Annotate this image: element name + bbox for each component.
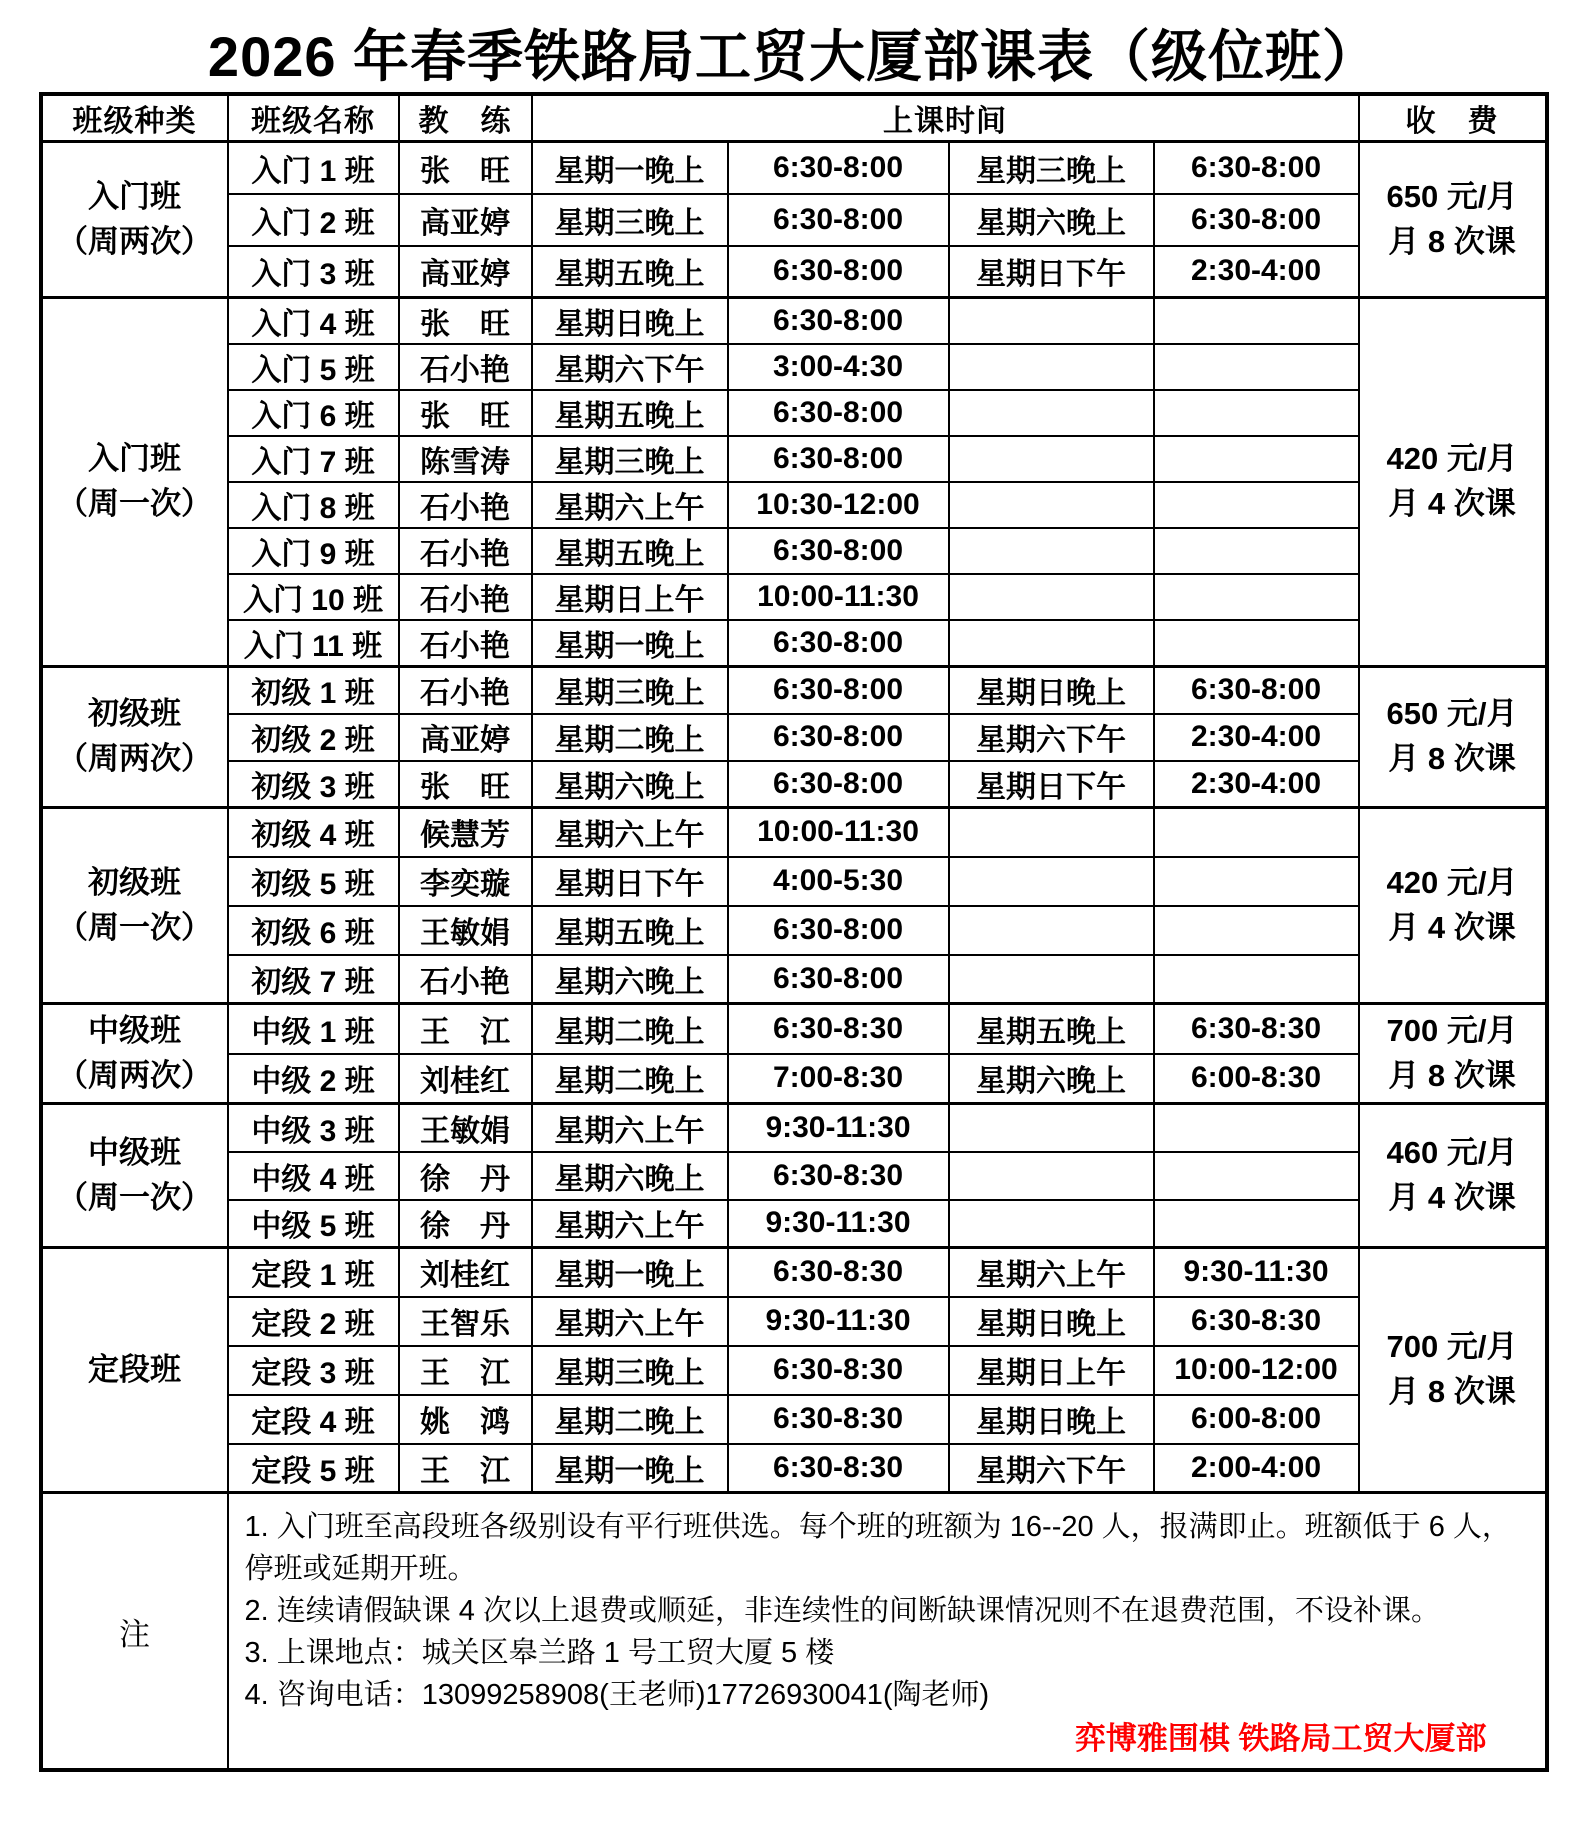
class-name-cell: 入门 11 班 [228, 620, 399, 667]
session1-time-cell: 6:30-8:00 [728, 667, 949, 714]
class-name-cell: 初级 6 班 [228, 906, 399, 955]
session2-day-cell [949, 298, 1154, 345]
class-type-line: （周一次） [57, 1179, 212, 1215]
session2-day-cell [949, 808, 1154, 857]
schedule-row [41, 298, 1547, 345]
session2-day-cell: 星期六下午 [949, 1444, 1154, 1493]
column-header-class-name: 班级名称 [228, 94, 399, 142]
fee-line: 月 8 次课 [1388, 1057, 1516, 1093]
signature-red-text: 弈博雅围棋 铁路局工贸大厦部 [1074, 1721, 1487, 1756]
schedule-row [41, 1248, 1547, 1297]
class-name-cell: 入门 5 班 [228, 344, 399, 390]
note-line: 1. 入门班至高段班各级别设有平行班供选。每个班的班额为 16--20 人，报满即止。班额低于 6 人，停班或延期开班。 [244, 1511, 1511, 1585]
fee-line: 420 元/月 [1386, 441, 1518, 477]
column-header-coach: 教 练 [399, 94, 532, 142]
class-type-line: （周一次） [57, 486, 212, 521]
session2-time-cell: 6:30-8:00 [1154, 667, 1359, 714]
schedule-row [41, 1200, 1547, 1248]
session2-time-cell [1154, 955, 1359, 1004]
schedule-row [41, 1346, 1547, 1395]
class-type-line: 入门班 [88, 441, 181, 477]
class-name-cell: 入门 8 班 [228, 482, 399, 528]
coach-name-cell: 张 旺 [399, 390, 532, 436]
class-name-cell: 入门 4 班 [228, 298, 399, 345]
schedule-row [41, 1054, 1547, 1104]
session2-day-cell [949, 906, 1154, 955]
schedule-row [41, 808, 1547, 857]
session1-time-cell: 7:00-8:30 [728, 1054, 949, 1104]
notes-label: 注 [41, 1493, 228, 1771]
session2-time-cell [1154, 1104, 1359, 1152]
class-type-line: 定段班 [88, 1351, 181, 1387]
class-name-cell: 定段 3 班 [228, 1346, 399, 1395]
session1-time-cell: 6:30-8:30 [728, 1346, 949, 1395]
coach-name-cell: 石小艳 [399, 667, 532, 714]
schedule-row [41, 955, 1547, 1004]
session1-time-cell: 10:00-11:30 [728, 808, 949, 857]
fee-line: 650 元/月 [1386, 178, 1518, 214]
session1-time-cell: 9:30-11:30 [728, 1200, 949, 1248]
class-type-line: （周两次） [57, 223, 212, 259]
class-name-cell: 初级 2 班 [228, 714, 399, 761]
session1-day-cell: 星期一晚上 [532, 620, 728, 667]
session2-time-cell: 2:30-4:00 [1154, 714, 1359, 761]
class-name-cell: 初级 7 班 [228, 955, 399, 1004]
fee-line: 月 4 次课 [1388, 1179, 1516, 1215]
session1-time-cell: 6:30-8:00 [728, 142, 949, 194]
schedule-row [41, 1395, 1547, 1444]
fee-line: 700 元/月 [1386, 1012, 1518, 1048]
class-name-cell: 初级 5 班 [228, 857, 399, 906]
coach-name-cell: 王 江 [399, 1346, 532, 1395]
session2-time-cell: 6:30-8:00 [1154, 194, 1359, 246]
class-type-line: （周两次） [57, 741, 212, 776]
session1-day-cell: 星期日晚上 [532, 298, 728, 345]
coach-name-cell: 候慧芳 [399, 808, 532, 857]
session2-time-cell [1154, 1200, 1359, 1248]
session1-day-cell: 星期五晚上 [532, 246, 728, 298]
coach-name-cell: 石小艳 [399, 344, 532, 390]
class-type-line: 初级班 [88, 696, 181, 732]
coach-name-cell: 徐 丹 [399, 1200, 532, 1248]
coach-name-cell: 刘桂红 [399, 1248, 532, 1297]
session2-time-cell: 6:30-8:30 [1154, 1297, 1359, 1346]
session1-day-cell: 星期三晚上 [532, 194, 728, 246]
fee-line: 月 4 次课 [1388, 486, 1516, 521]
coach-name-cell: 高亚婷 [399, 246, 532, 298]
coach-name-cell: 陈雪涛 [399, 436, 532, 482]
coach-name-cell: 石小艳 [399, 574, 532, 620]
session1-time-cell: 6:30-8:00 [728, 714, 949, 761]
session2-time-cell: 9:30-11:30 [1154, 1248, 1359, 1297]
coach-name-cell: 姚 鸿 [399, 1395, 532, 1444]
session2-time-cell [1154, 344, 1359, 390]
session1-day-cell: 星期六晚上 [532, 761, 728, 808]
session2-day-cell [949, 857, 1154, 906]
session1-time-cell: 6:30-8:00 [728, 194, 949, 246]
fee-cell [1359, 298, 1547, 667]
coach-name-cell: 石小艳 [399, 528, 532, 574]
session1-day-cell: 星期一晚上 [532, 142, 728, 194]
note-line: 2. 连续请假缺课 4 次以上退费或顺延，非连续性的间断缺课情况则不在退费范围，不设补课。 [244, 1595, 1440, 1627]
schedule-row [41, 194, 1547, 246]
schedule-row [41, 906, 1547, 955]
class-type-cell [41, 142, 228, 298]
fee-line: 460 元/月 [1386, 1134, 1518, 1170]
session2-time-cell: 6:00-8:00 [1154, 1395, 1359, 1444]
coach-name-cell: 石小艳 [399, 482, 532, 528]
session1-time-cell: 9:30-11:30 [728, 1297, 949, 1346]
class-type-line: 中级班 [88, 1134, 181, 1170]
class-name-cell: 入门 10 班 [228, 574, 399, 620]
session2-day-cell [949, 1152, 1154, 1200]
coach-name-cell: 王智乐 [399, 1297, 532, 1346]
schedule-row [41, 574, 1547, 620]
class-name-cell: 定段 4 班 [228, 1395, 399, 1444]
coach-name-cell: 高亚婷 [399, 194, 532, 246]
class-name-cell: 定段 5 班 [228, 1444, 399, 1493]
session2-time-cell [1154, 620, 1359, 667]
class-type-cell [41, 1004, 228, 1104]
class-type-cell [41, 1104, 228, 1248]
session1-time-cell: 6:30-8:00 [728, 906, 949, 955]
class-name-cell: 中级 4 班 [228, 1152, 399, 1200]
schedule-table [39, 92, 1549, 1772]
coach-name-cell: 张 旺 [399, 298, 532, 345]
schedule-row [41, 714, 1547, 761]
column-header-class-type: 班级种类 [41, 94, 228, 142]
fee-line: 月 8 次课 [1388, 741, 1516, 776]
session1-time-cell: 6:30-8:30 [728, 1004, 949, 1054]
session2-day-cell [949, 482, 1154, 528]
coach-name-cell: 高亚婷 [399, 714, 532, 761]
session1-time-cell: 3:00-4:30 [728, 344, 949, 390]
schedule-table-body [41, 142, 1547, 1771]
session2-time-cell [1154, 298, 1359, 345]
session2-day-cell: 星期日晚上 [949, 1297, 1154, 1346]
session1-day-cell: 星期二晚上 [532, 1004, 728, 1054]
schedule-row [41, 142, 1547, 194]
class-name-cell: 定段 1 班 [228, 1248, 399, 1297]
session1-day-cell: 星期三晚上 [532, 1346, 728, 1395]
schedule-row [41, 761, 1547, 808]
coach-name-cell: 王敏娟 [399, 906, 532, 955]
session2-time-cell: 6:30-8:00 [1154, 142, 1359, 194]
session1-day-cell: 星期二晚上 [532, 1395, 728, 1444]
class-name-cell: 入门 2 班 [228, 194, 399, 246]
session2-time-cell: 2:30-4:00 [1154, 761, 1359, 808]
session2-time-cell [1154, 390, 1359, 436]
session2-time-cell: 6:30-8:30 [1154, 1004, 1359, 1054]
class-type-line: 初级班 [88, 864, 181, 900]
fee-line: 700 元/月 [1386, 1329, 1518, 1365]
session2-time-cell [1154, 906, 1359, 955]
session1-day-cell: 星期六上午 [532, 1297, 728, 1346]
schedule-row [41, 1152, 1547, 1200]
class-type-line: 中级班 [88, 1012, 181, 1048]
session2-day-cell: 星期五晚上 [949, 1004, 1154, 1054]
session2-day-cell [949, 1200, 1154, 1248]
coach-name-cell: 徐 丹 [399, 1152, 532, 1200]
note-line: 3. 上课地点：城关区皋兰路 1 号工贸大厦 5 楼 [244, 1637, 835, 1669]
session1-time-cell: 6:30-8:00 [728, 620, 949, 667]
schedule-row [41, 436, 1547, 482]
notes-content [228, 1493, 1547, 1771]
session2-day-cell: 星期六晚上 [949, 194, 1154, 246]
session1-day-cell: 星期六上午 [532, 1104, 728, 1152]
class-name-cell: 初级 1 班 [228, 667, 399, 714]
session1-day-cell: 星期一晚上 [532, 1444, 728, 1493]
session2-day-cell [949, 620, 1154, 667]
session1-day-cell: 星期日上午 [532, 574, 728, 620]
session2-time-cell [1154, 574, 1359, 620]
class-name-cell: 入门 9 班 [228, 528, 399, 574]
coach-name-cell: 王敏娟 [399, 1104, 532, 1152]
fee-cell [1359, 667, 1547, 808]
class-name-cell: 入门 3 班 [228, 246, 399, 298]
session2-day-cell [949, 955, 1154, 1004]
schedule-row [41, 528, 1547, 574]
session1-day-cell: 星期三晚上 [532, 436, 728, 482]
session1-day-cell: 星期一晚上 [532, 1248, 728, 1297]
class-name-cell: 入门 6 班 [228, 390, 399, 436]
session2-day-cell [949, 344, 1154, 390]
session1-day-cell: 星期二晚上 [532, 1054, 728, 1104]
class-type-line: （周一次） [57, 909, 212, 945]
schedule-row [41, 857, 1547, 906]
session1-day-cell: 星期五晚上 [532, 528, 728, 574]
session1-day-cell: 星期六晚上 [532, 955, 728, 1004]
session2-day-cell: 星期日晚上 [949, 1395, 1154, 1444]
class-name-cell: 中级 2 班 [228, 1054, 399, 1104]
session1-time-cell: 6:30-8:00 [728, 298, 949, 345]
session2-time-cell [1154, 528, 1359, 574]
fee-line: 420 元/月 [1386, 864, 1518, 900]
schedule-row [41, 344, 1547, 390]
session1-day-cell: 星期三晚上 [532, 667, 728, 714]
class-name-cell: 中级 3 班 [228, 1104, 399, 1152]
session2-day-cell: 星期日晚上 [949, 667, 1154, 714]
session2-time-cell [1154, 1152, 1359, 1200]
class-name-cell: 初级 3 班 [228, 761, 399, 808]
session1-day-cell: 星期六晚上 [532, 1152, 728, 1200]
header-row [41, 94, 1547, 142]
page-title: 2026 年春季铁路局工贸大厦部课表（级位班） [207, 25, 1380, 88]
session1-day-cell: 星期五晚上 [532, 906, 728, 955]
session2-time-cell [1154, 808, 1359, 857]
coach-name-cell: 李奕璇 [399, 857, 532, 906]
session2-time-cell: 2:00-4:00 [1154, 1444, 1359, 1493]
coach-name-cell: 石小艳 [399, 955, 532, 1004]
class-name-cell: 定段 2 班 [228, 1297, 399, 1346]
session2-time-cell [1154, 857, 1359, 906]
class-type-cell [41, 667, 228, 808]
column-header-class-time: 上课时间 [532, 94, 1359, 142]
column-header-fee: 收 费 [1359, 94, 1547, 142]
session2-time-cell: 2:30-4:00 [1154, 246, 1359, 298]
class-name-cell: 中级 1 班 [228, 1004, 399, 1054]
fee-line: 月 8 次课 [1388, 223, 1516, 259]
session1-day-cell: 星期日下午 [532, 857, 728, 906]
session2-day-cell: 星期三晚上 [949, 142, 1154, 194]
coach-name-cell: 王 江 [399, 1004, 532, 1054]
class-type-cell [41, 808, 228, 1004]
session1-time-cell: 6:30-8:00 [728, 761, 949, 808]
class-type-line: 入门班 [88, 178, 181, 214]
session2-day-cell: 星期六下午 [949, 714, 1154, 761]
coach-name-cell: 石小艳 [399, 620, 532, 667]
session1-time-cell: 6:30-8:00 [728, 528, 949, 574]
schedule-row [41, 246, 1547, 298]
fee-cell [1359, 1004, 1547, 1104]
class-type-line: （周两次） [57, 1057, 212, 1093]
session2-day-cell: 星期日上午 [949, 1346, 1154, 1395]
session1-day-cell: 星期六上午 [532, 482, 728, 528]
schedule-row [41, 1444, 1547, 1493]
class-name-cell: 初级 4 班 [228, 808, 399, 857]
session1-time-cell: 6:30-8:00 [728, 246, 949, 298]
session2-day-cell: 星期六晚上 [949, 1054, 1154, 1104]
session1-time-cell: 10:30-12:00 [728, 482, 949, 528]
class-name-cell: 入门 1 班 [228, 142, 399, 194]
session1-time-cell: 9:30-11:30 [728, 1104, 949, 1152]
session2-day-cell: 星期日下午 [949, 761, 1154, 808]
session2-day-cell: 星期六上午 [949, 1248, 1154, 1297]
session1-day-cell: 星期五晚上 [532, 390, 728, 436]
session2-day-cell [949, 528, 1154, 574]
session1-day-cell: 星期六上午 [532, 1200, 728, 1248]
session1-time-cell: 6:30-8:00 [728, 436, 949, 482]
notes-row [41, 1493, 1547, 1771]
fee-line: 月 4 次课 [1388, 909, 1516, 945]
session1-time-cell: 6:30-8:30 [728, 1395, 949, 1444]
fee-line: 月 8 次课 [1388, 1374, 1516, 1409]
session1-day-cell: 星期六下午 [532, 344, 728, 390]
coach-name-cell: 王 江 [399, 1444, 532, 1493]
coach-name-cell: 张 旺 [399, 761, 532, 808]
session1-time-cell: 6:30-8:30 [728, 1248, 949, 1297]
fee-line: 650 元/月 [1386, 696, 1518, 732]
session2-time-cell [1154, 436, 1359, 482]
session1-day-cell: 星期六上午 [532, 808, 728, 857]
class-type-cell [41, 298, 228, 667]
session2-day-cell [949, 436, 1154, 482]
session2-day-cell: 星期日下午 [949, 246, 1154, 298]
session1-time-cell: 4:00-5:30 [728, 857, 949, 906]
schedule-row [41, 667, 1547, 714]
fee-cell [1359, 1104, 1547, 1248]
session2-day-cell [949, 574, 1154, 620]
coach-name-cell: 刘桂红 [399, 1054, 532, 1104]
session1-day-cell: 星期二晚上 [532, 714, 728, 761]
schedule-row [41, 1297, 1547, 1346]
session2-time-cell: 10:00-12:00 [1154, 1346, 1359, 1395]
schedule-row [41, 390, 1547, 436]
session1-time-cell: 6:30-8:00 [728, 955, 949, 1004]
schedule-row [41, 482, 1547, 528]
session1-time-cell: 6:30-8:30 [728, 1444, 949, 1493]
session2-day-cell [949, 390, 1154, 436]
schedule-row [41, 1104, 1547, 1152]
fee-cell [1359, 142, 1547, 298]
session2-time-cell [1154, 482, 1359, 528]
class-name-cell: 入门 7 班 [228, 436, 399, 482]
session1-time-cell: 6:30-8:00 [728, 390, 949, 436]
schedule-row [41, 1004, 1547, 1054]
session1-time-cell: 10:00-11:30 [728, 574, 949, 620]
fee-cell [1359, 1248, 1547, 1493]
session2-day-cell [949, 1104, 1154, 1152]
fee-cell [1359, 808, 1547, 1004]
session1-time-cell: 6:30-8:30 [728, 1152, 949, 1200]
coach-name-cell: 张 旺 [399, 142, 532, 194]
class-type-cell [41, 1248, 228, 1493]
note-line: 4. 咨询电话：13099258908(王老师)17726930041(陶老师) [244, 1679, 990, 1711]
session2-time-cell: 6:00-8:30 [1154, 1054, 1359, 1104]
schedule-row [41, 620, 1547, 667]
class-name-cell: 中级 5 班 [228, 1200, 399, 1248]
